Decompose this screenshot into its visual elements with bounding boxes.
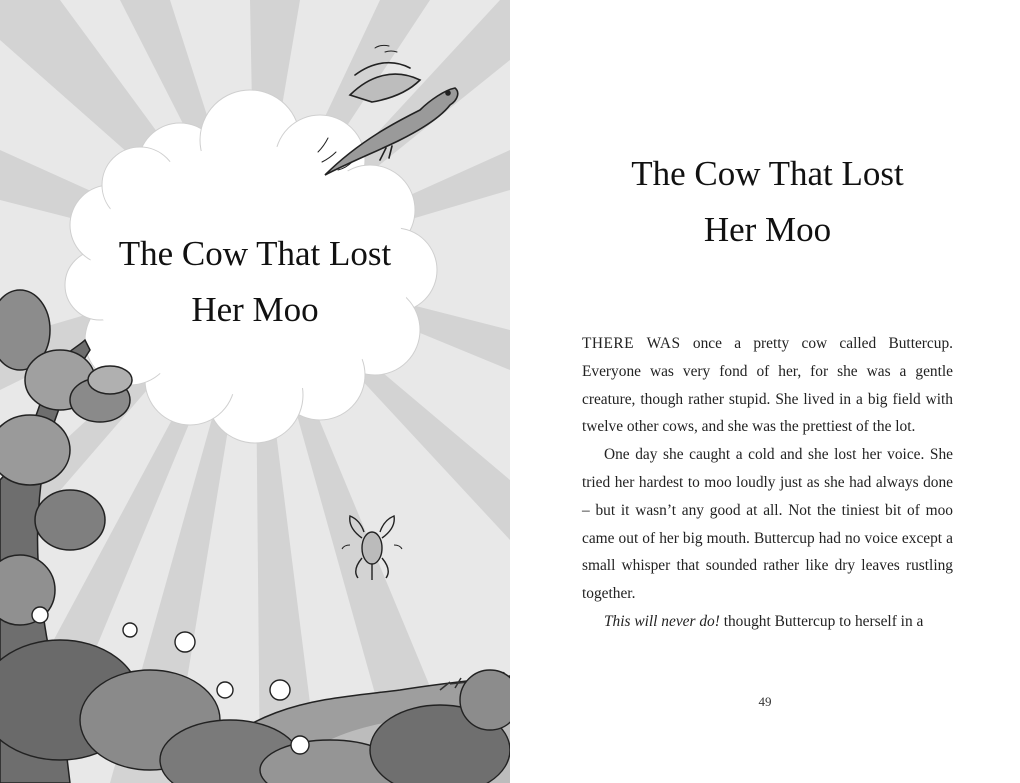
- text-page: [510, 0, 1020, 783]
- illustration-title-line2: Her Moo: [191, 290, 319, 329]
- paragraph-1: [582, 330, 953, 441]
- chapter-title-line1: The Cow That Lost: [631, 154, 904, 193]
- paragraph-3-italic: This will never do!: [604, 612, 720, 630]
- paragraph-2: One day she caught a cold and she lost her voice. She tried her hardest to moo loudly just as she had always done – but it wasn’t any good at all. Not the tiniest bit of moo came out of her big mouth. Buttercup had no voice except a small whisper that sounded rather like dry leaves rustling together.: [582, 446, 953, 603]
- paragraph-1-lead: THERE WAS: [582, 335, 681, 352]
- illustration-title: [95, 226, 415, 338]
- illustration-title-line1: The Cow That Lost: [118, 234, 392, 273]
- chapter-title-line2: Her Moo: [703, 210, 832, 249]
- page-number: 49: [758, 694, 772, 709]
- chapter-body: [582, 330, 953, 636]
- paragraph-1-text: once a pretty cow called Buttercup. Everyone was very fond of her, for she was a gentle creature, though rather stupid. She lived in a big field with twelve other cows, and she was the prettiest of the lot.: [582, 335, 953, 436]
- chapter-title: [570, 146, 965, 258]
- paragraph-3: [582, 608, 953, 636]
- paragraph-3-text: thought Buttercup to herself in a: [719, 612, 924, 630]
